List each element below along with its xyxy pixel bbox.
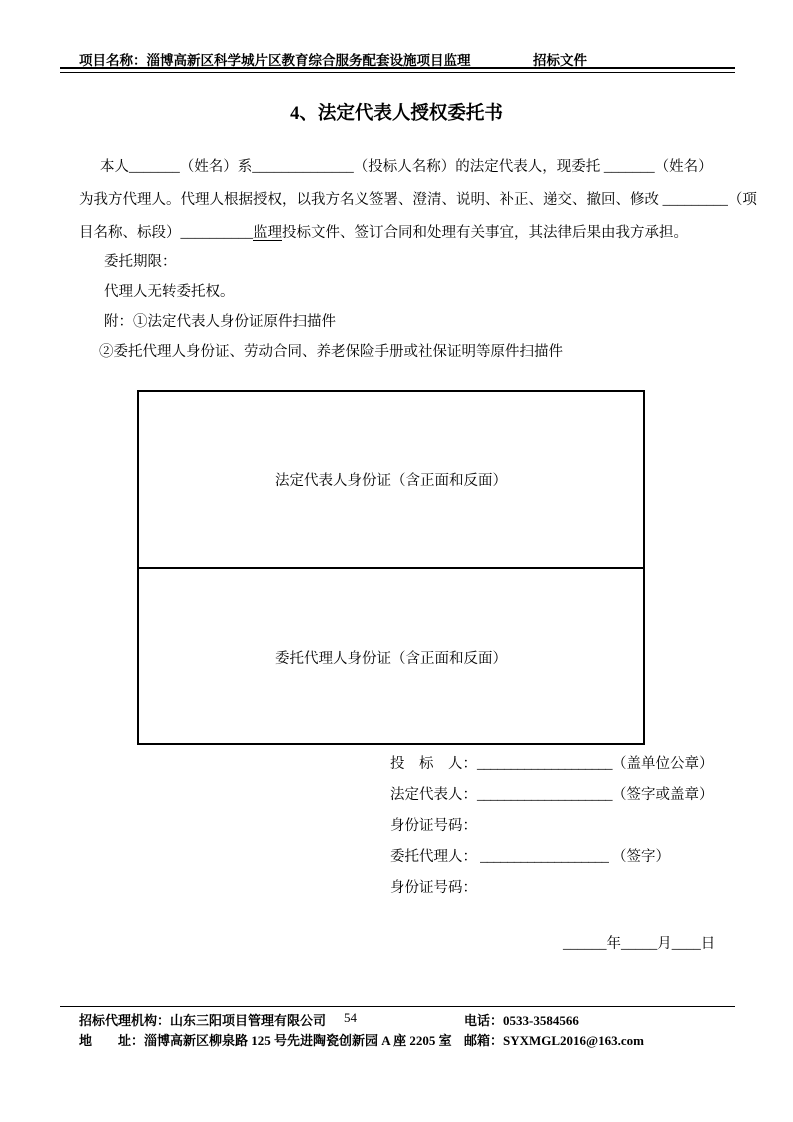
footer-phone: 电话：0533-3584566	[464, 1013, 579, 1028]
signature-row-legal-rep	[390, 783, 714, 804]
agent-blank: ___________________	[477, 849, 609, 865]
header-doc-type: 招标文件	[533, 53, 587, 68]
page-title: 4、法定代表人授权委托书	[290, 104, 503, 124]
legal-rep-id-label: 法定代表人身份证（含正面和反面）	[275, 473, 507, 489]
agent-id-cell	[139, 569, 643, 745]
agent-suffix: （签字）	[608, 849, 670, 865]
footer-address: 地 址：淄博高新区柳泉路 125 号先进陶瓷创新园 A 座 2205 室	[79, 1033, 452, 1048]
agent-id-label: 委托代理人身份证（含正面和反面）	[275, 650, 507, 667]
footer-rule	[60, 1006, 735, 1007]
legal-rep-blank: ____________________	[477, 787, 612, 803]
id-number-1-label: 身份证号码：	[390, 818, 477, 834]
agent-label: 委托代理人：	[390, 849, 477, 865]
signature-row-id-number-2	[390, 876, 477, 897]
clause-attachment-1: 附：①法定代表人身份证原件扫描件	[104, 314, 336, 330]
authorization-line-2: 为我方代理人。代理人根据授权，以我方名义签署、澄清、说明、补正、递交、撤回、修改 _________（项	[79, 192, 757, 208]
signature-row-id-number-1	[390, 814, 477, 835]
footer-agency: 招标代理机构：山东三阳项目管理有限公司	[79, 1013, 327, 1028]
date-line: ______年_____月____日	[563, 936, 716, 952]
signature-row-bidder	[390, 752, 714, 773]
authorization-line-3-pre: 目名称、标段）__________	[79, 225, 253, 241]
authorization-line-3	[79, 223, 688, 244]
authorization-line-1: 本人_______（姓名）系______________（投标人名称）的法定代表人，现委托 _______（姓名）	[100, 159, 713, 175]
footer-email: 邮箱：SYXMGL2016@163.com	[464, 1033, 645, 1048]
id-number-2-label: 身份证号码：	[390, 880, 477, 896]
legal-rep-id-cell	[139, 392, 643, 569]
bidder-blank: ____________________	[477, 756, 612, 772]
legal-rep-suffix: （签字或盖章）	[612, 787, 714, 803]
authorization-line-3-post: 投标文件、签订合同和处理有关事宜，其法律后果由我方承担。	[282, 225, 688, 241]
clause-attachment-2: ②委托代理人身份证、劳动合同、养老保险手册或社保证明等原件扫描件	[99, 344, 563, 360]
signature-row-agent	[390, 845, 670, 866]
bidder-suffix: （盖单位公章）	[612, 756, 714, 772]
header-project-name: 项目名称：淄博高新区科学城片区教育综合服务配套设施项目监理	[79, 53, 471, 68]
bidder-label: 投 标 人：	[390, 756, 477, 772]
legal-rep-label: 法定代表人：	[390, 787, 477, 803]
id-attachment-box	[137, 390, 645, 745]
underlined-term: 监理	[253, 225, 282, 241]
page-number: 54	[344, 1010, 357, 1025]
clause-no-sub-delegation: 代理人无转委托权。	[104, 284, 235, 300]
clause-term-of-authorization: 委托期限：	[104, 254, 177, 270]
header-double-rule	[60, 67, 735, 73]
